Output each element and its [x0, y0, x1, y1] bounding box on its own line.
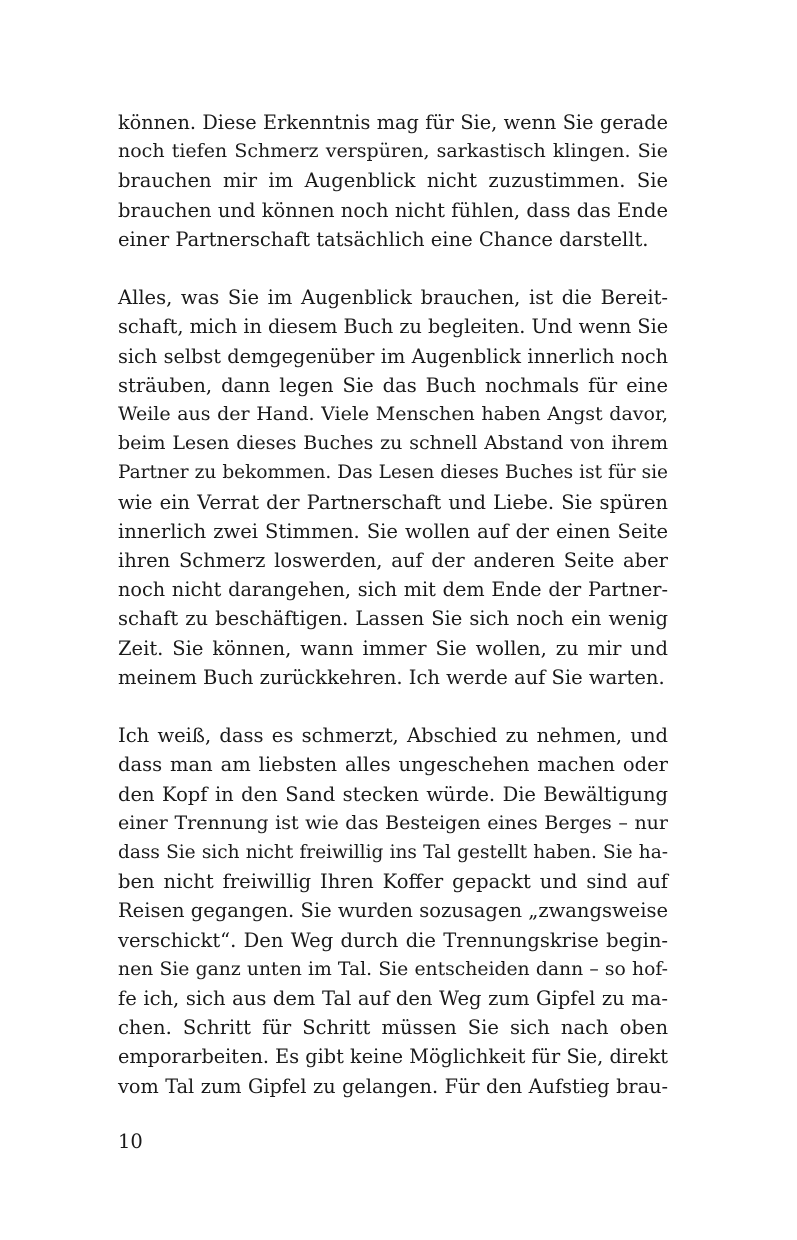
- text-line: sich selbst demgegenüber im Augenblick innerlich noch: [118, 344, 668, 368]
- text-line: dass man am liebsten alles ungeschehen machen oder: [118, 753, 668, 777]
- text-line: noch nicht darangehen, sich mit dem Ende der Partner-: [118, 578, 668, 602]
- text-line: dass Sie sich nicht freiwillig ins Tal gestellt haben. Sie ha-: [118, 842, 668, 864]
- page-number: 10: [118, 1130, 143, 1153]
- text-line: den Kopf in den Sand stecken würde. Die Bewältigung: [118, 782, 668, 806]
- text-line: innerlich zwei Stimmen. Sie wollen auf der einen Seite: [118, 519, 668, 543]
- text-line: Zeit. Sie können, wann immer Sie wollen, zu mir und: [118, 636, 668, 660]
- text-line: vom Tal zum Gipfel zu gelangen. Für den Aufstieg brau-: [118, 1074, 668, 1098]
- text-line: einer Partnerschaft tatsächlich eine Chance darstellt.: [118, 227, 649, 251]
- text-line: brauchen mir im Augenblick nicht zuzustimmen. Sie: [118, 169, 668, 193]
- page-body: [118, 108, 668, 1130]
- paragraph-1: [118, 108, 668, 254]
- text-line: brauchen und können noch nicht fühlen, dass das Ende: [118, 198, 668, 222]
- text-line: ihren Schmerz loswerden, auf der anderen Seite aber: [118, 549, 668, 573]
- text-line: Alles, was Sie im Augenblick brauchen, ist die Bereit-: [118, 286, 668, 310]
- text-line: emporarbeiten. Es gibt keine Möglichkeit für Sie, direkt: [118, 1045, 668, 1069]
- text-line: schaft, mich in diesem Buch zu begleiten. Und wenn Sie: [118, 315, 669, 339]
- text-line: einer Trennung ist wie das Besteigen eines Berges – nur: [118, 811, 668, 834]
- paragraph-2: [118, 283, 668, 692]
- text-line: noch tiefen Schmerz verspüren, sarkastisch klingen. Sie: [118, 140, 668, 163]
- text-line: nen Sie ganz unten im Tal. Sie entscheiden dann – so hof-: [118, 958, 668, 980]
- paragraph-3: [118, 721, 668, 1101]
- text-line: meinem Buch zurückkehren. Ich werde auf Sie warten.: [118, 665, 665, 689]
- text-line: schaft zu beschäftigen. Lassen Sie sich noch ein wenig: [118, 607, 668, 631]
- text-line: sträuben, dann legen Sie das Buch nochmals für eine: [118, 373, 668, 397]
- text-line: verschickt“. Den Weg durch die Trennungskrise begin-: [118, 928, 668, 952]
- text-line: können. Diese Erkenntnis mag für Sie, wenn Sie gerade: [118, 111, 668, 134]
- text-line: beim Lesen dieses Buches zu schnell Abstand von ihrem: [118, 432, 668, 455]
- text-line: Ich weiß, dass es schmerzt, Abschied zu nehmen, und: [118, 724, 668, 748]
- text-line: Partner zu bekommen. Das Lesen dieses Buches ist für sie: [118, 462, 668, 484]
- text-line: Reisen gegangen. Sie wurden sozusagen „zwangsweise: [118, 899, 668, 923]
- text-line: chen. Schritt für Schritt müssen Sie sich nach oben: [118, 1016, 668, 1040]
- text-line: wie ein Verrat der Partnerschaft und Liebe. Sie spüren: [118, 490, 668, 514]
- text-line: fe ich, sich aus dem Tal auf den Weg zum Gipfel zu ma-: [118, 987, 668, 1011]
- text-line: ben nicht freiwillig Ihren Koffer gepackt und sind auf: [118, 870, 668, 894]
- text-line: Weile aus der Hand. Viele Menschen haben Angst davor,: [118, 403, 668, 426]
